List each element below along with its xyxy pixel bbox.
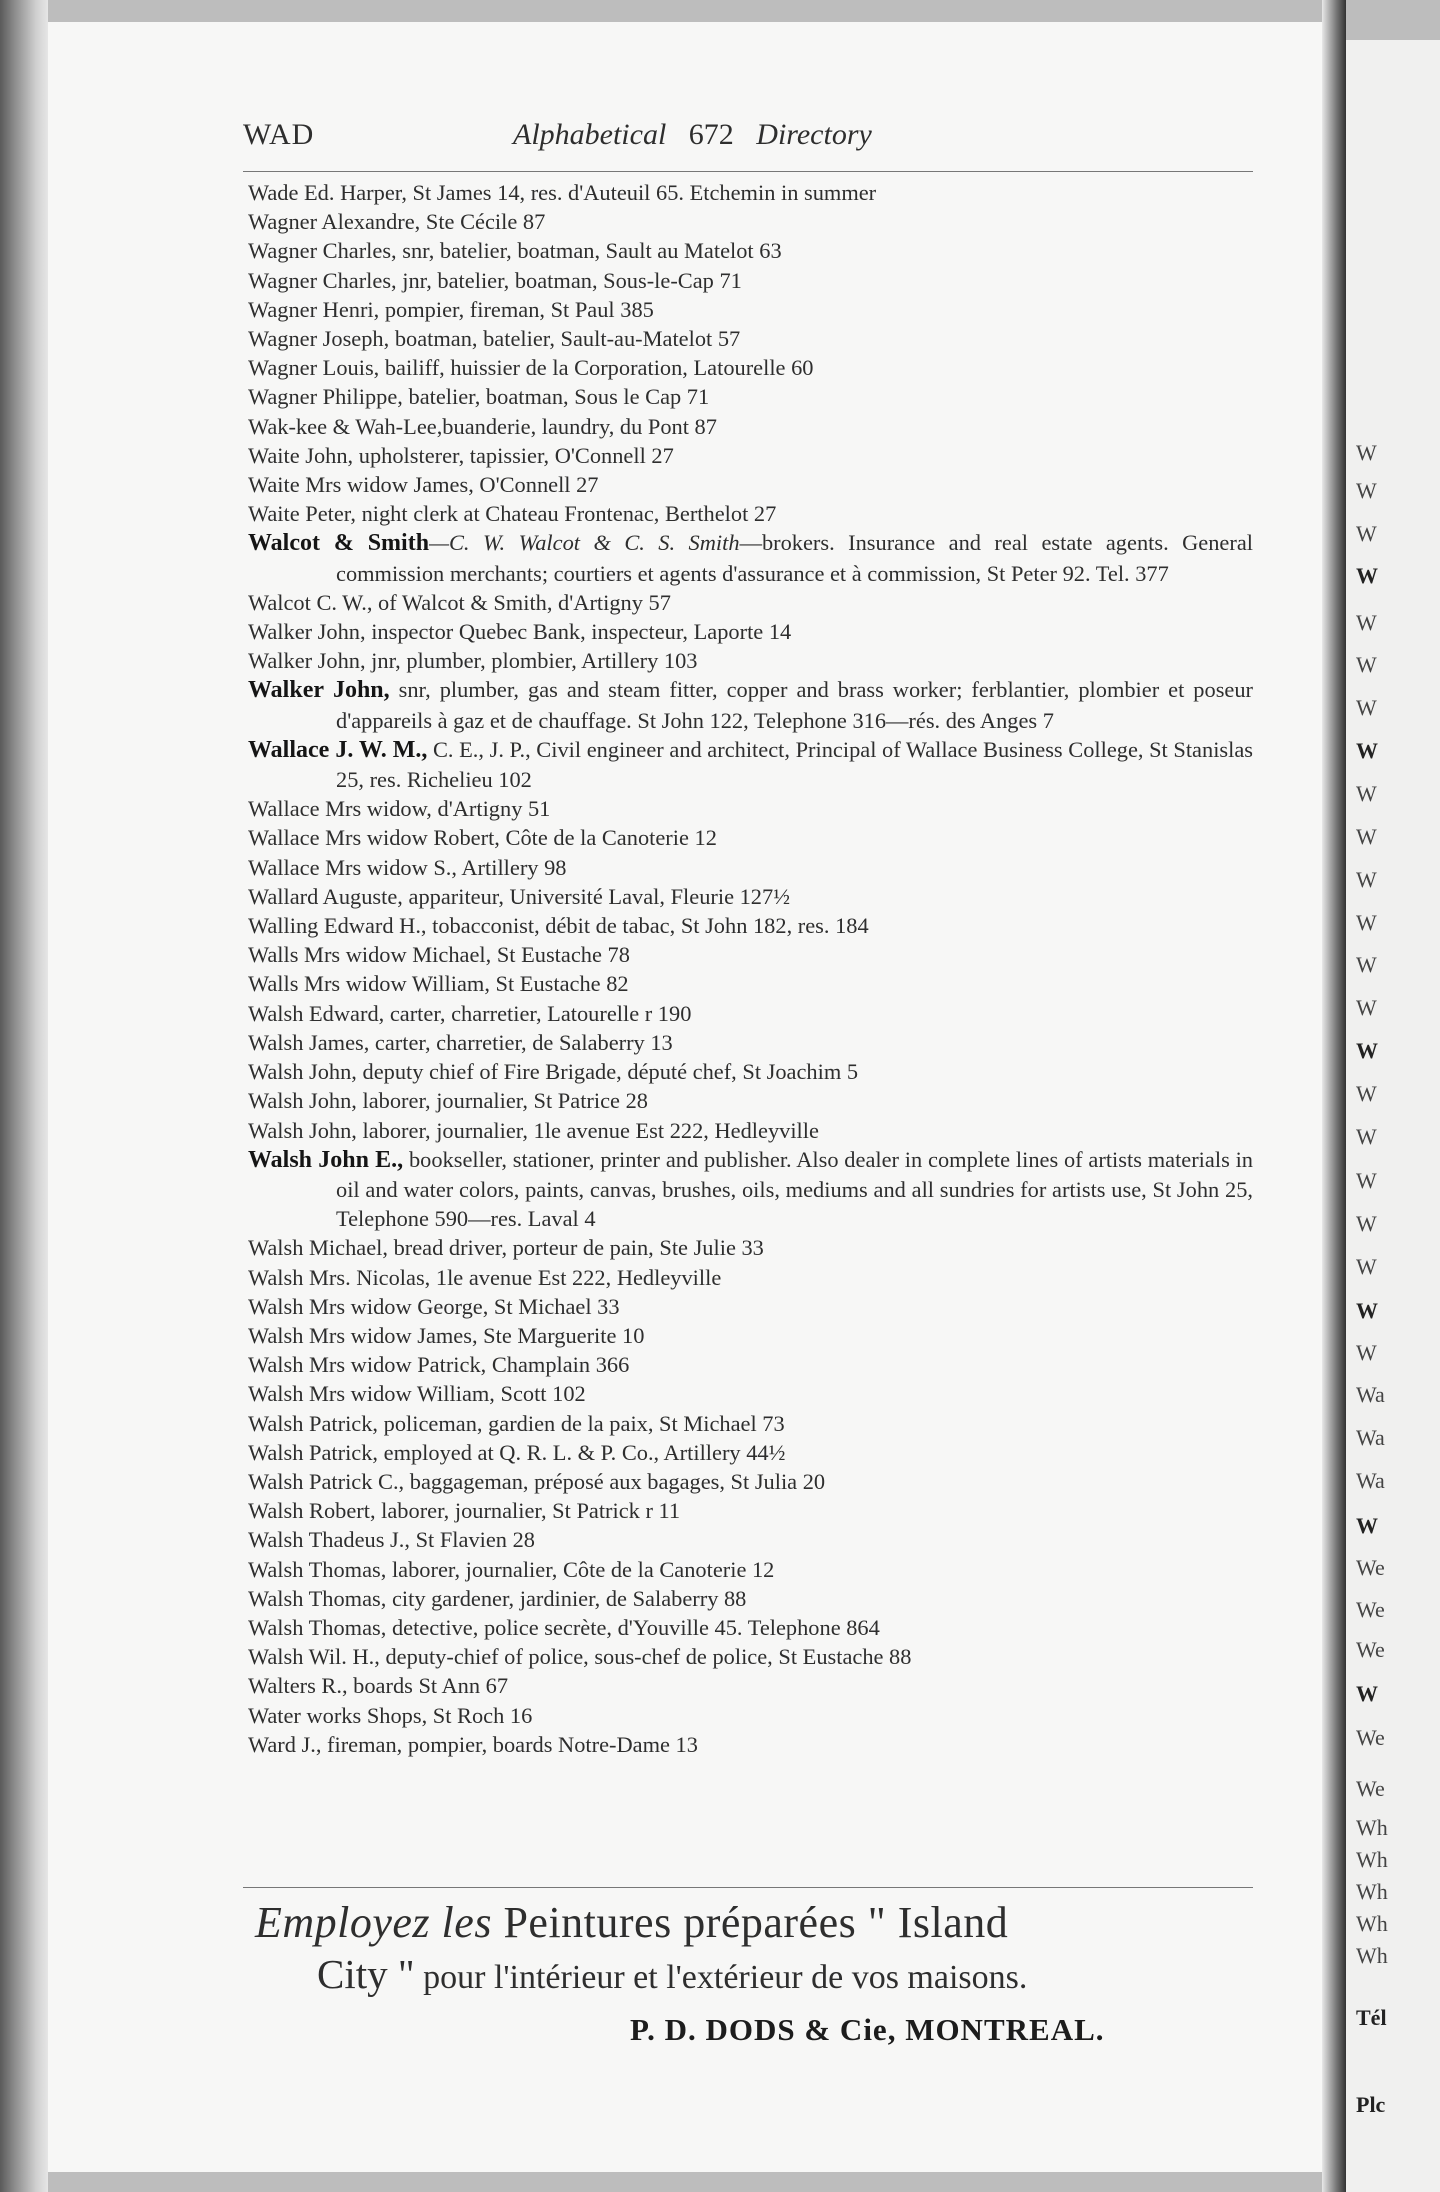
entry-details: Champlain 366 — [486, 1352, 630, 1378]
entry-details: d'Artigny 51 — [431, 796, 551, 822]
header-right-word: Directory — [756, 118, 872, 151]
directory-entry — [248, 1671, 1253, 1700]
directory-entry — [248, 1730, 1253, 1759]
entry-name: Walsh Patrick, — [248, 1410, 379, 1436]
directory-entry — [248, 911, 1253, 940]
next-page-fragment: W — [1356, 1211, 1377, 1236]
entry-name: Walsh John, — [248, 1059, 357, 1085]
entry-name: Walsh John E., — [248, 1146, 404, 1173]
entry-name: Wallace J. W. M., — [248, 736, 428, 763]
entry-details: Ste Cécile 87 — [420, 209, 546, 235]
directory-entry — [248, 1438, 1253, 1467]
header-left-word: Alphabetical — [513, 118, 667, 151]
entry-name: Walsh Mrs widow George, — [248, 1293, 489, 1319]
entry-name: Wallace Mrs widow S., — [248, 854, 458, 880]
directory-entry — [248, 1613, 1253, 1642]
next-page-fragment: W — [1356, 1681, 1378, 1706]
entry-name: Water works Shops, — [248, 1702, 428, 1728]
directory-entries — [248, 178, 1253, 1759]
directory-entry — [248, 1057, 1253, 1086]
directory-entry — [248, 882, 1253, 911]
entry-name: Walsh Mrs. Nicolas, — [248, 1264, 431, 1290]
entry-details: St Michael 33 — [488, 1293, 620, 1319]
entry-name: Walsh Patrick C., — [248, 1468, 405, 1494]
directory-entry — [248, 940, 1253, 969]
entry-name: Wagner Philippe, — [248, 384, 403, 410]
entry-details: St Roch 16 — [427, 1702, 533, 1728]
next-page-fragment: Wa — [1356, 1382, 1385, 1407]
entry-name: Walls Mrs widow William, — [248, 971, 490, 997]
directory-entry — [248, 999, 1253, 1028]
entry-details: O'Connell 27 — [473, 472, 599, 498]
advert-line-1 — [255, 1897, 1255, 1949]
directory-entry — [248, 1145, 1253, 1234]
entry-name: Walsh James, — [248, 1029, 370, 1055]
next-page-fragment: W — [1356, 867, 1377, 892]
entry-details: deputy-chief of police, sous-chef de police, St Eustache 88 — [379, 1644, 912, 1670]
entry-details: —brokers. Insurance and real estate agents. General commission merchants; courtiers et agents d'assurance et à commission, St Peter 92. Tel. 377 — [336, 530, 1253, 586]
entry-details: boards St Ann 67 — [347, 1673, 509, 1699]
entry-details: laborer, journalier, Côte de la Canoterie 12 — [386, 1556, 775, 1582]
entry-details: carter, charretier, Latourelle r 190 — [384, 1000, 692, 1026]
header-title — [513, 118, 872, 152]
entry-details: batelier, boatman, Sault au Matelot 63 — [434, 238, 782, 264]
next-page-fragment: W — [1356, 952, 1377, 977]
entry-details: snr, plumber, gas and steam fitter, copper and brass worker; ferblantier, plombier et poseur d'appareils à gaz et de chauffage. St John 122, Telephone 316—rés. des Anges 7 — [336, 677, 1254, 733]
entry-details: pompier, fireman, St Paul 385 — [379, 296, 654, 322]
next-page-fragment: W — [1356, 652, 1377, 677]
entry-details: night clerk at Chateau Frontenac, Berthelot 27 — [355, 501, 777, 527]
entry-details: city gardener, jardinier, de Salaberry 88 — [386, 1585, 747, 1611]
next-page-fragment: W — [1356, 781, 1377, 806]
directory-entry — [248, 1233, 1253, 1262]
next-page-fragment: W — [1356, 1340, 1377, 1365]
directory-entry — [248, 266, 1253, 295]
entry-details: buanderie, laundry, du Pont 87 — [442, 413, 717, 439]
next-page-fragment: Wh — [1356, 1847, 1388, 1872]
directory-entry — [248, 1379, 1253, 1408]
directory-entry — [248, 382, 1253, 411]
next-page-fragment: W — [1356, 1124, 1377, 1149]
entry-name: Walker John, — [248, 619, 366, 645]
entry-details: detective, police secrète, d'Youville 45. Telephone 864 — [386, 1614, 880, 1640]
next-page-fragment: We — [1356, 1597, 1385, 1622]
next-page-fragment: Wh — [1356, 1911, 1388, 1936]
directory-entry — [248, 295, 1253, 324]
header-code: WAD — [243, 118, 315, 151]
directory-entry — [248, 794, 1253, 823]
entry-name: Waite Mrs widow James, — [248, 472, 474, 498]
next-page-fragment: W — [1356, 695, 1377, 720]
directory-entry — [248, 1086, 1253, 1115]
entry-name: Walsh Edward, — [248, 1000, 385, 1026]
entry-details: of Walcot & Smith, d'Artigny 57 — [372, 589, 671, 615]
entry-name: Wagner Louis, — [248, 355, 380, 381]
entry-details: St Eustache 78 — [491, 942, 630, 968]
entry-name: Walling Edward H., — [248, 913, 427, 939]
entry-details: carter, charretier, de Salaberry 13 — [369, 1029, 673, 1055]
next-page-fragment: W — [1356, 738, 1378, 763]
entry-name: Wagner Joseph, — [248, 326, 390, 352]
entry-name: Walsh Wil. H., — [248, 1644, 380, 1670]
entry-name: Wagner Alexandre, — [248, 209, 421, 235]
entry-name: Wallace Mrs widow, — [248, 796, 432, 822]
next-page-edge — [1346, 40, 1440, 2192]
directory-entry — [248, 1350, 1253, 1379]
directory-entry — [248, 441, 1253, 470]
next-page-fragment: W — [1356, 995, 1377, 1020]
entry-details: bread driver, porteur de pain, Ste Julie 33 — [387, 1235, 764, 1261]
entry-name: Wade Ed. Harper, — [248, 180, 407, 205]
next-page-fragment: W — [1356, 910, 1377, 935]
entry-details: Scott 102 — [494, 1381, 586, 1407]
directory-entry — [248, 1525, 1253, 1554]
next-page-fragment: Wa — [1356, 1468, 1385, 1493]
directory-entry — [248, 1467, 1253, 1496]
entry-details: St James 14, res. d'Auteuil 65. Etchemin in summer — [406, 180, 877, 205]
next-page-fragment: W — [1356, 440, 1377, 465]
entry-details: laborer, journalier, St Patrick r 11 — [375, 1498, 681, 1524]
directory-entry — [248, 675, 1253, 734]
entry-details: laborer, journalier, 1le avenue Est 222, Hedleyville — [356, 1117, 819, 1143]
entry-details: 1le avenue Est 222, Hedleyville — [430, 1264, 722, 1290]
entry-details: fireman, pompier, boards Notre-Dame 13 — [321, 1731, 698, 1757]
entry-name: Wagner Henri, — [248, 296, 380, 322]
entry-details: St Eustache 82 — [489, 971, 629, 997]
entry-name: Waite Peter, — [248, 501, 356, 527]
directory-entry — [248, 236, 1253, 265]
entry-name: Walters R., — [248, 1673, 348, 1699]
next-page-fragment: W — [1356, 478, 1377, 503]
next-page-fragment: W — [1356, 1038, 1378, 1063]
next-page-fragment: Wh — [1356, 1879, 1388, 1904]
directory-entry — [248, 353, 1253, 382]
entry-name: Walsh John, — [248, 1088, 357, 1114]
next-page-fragment: Wh — [1356, 1815, 1388, 1840]
next-page-fragment: W — [1356, 563, 1378, 588]
directory-entry — [248, 969, 1253, 998]
next-page-fragment: W — [1356, 521, 1377, 546]
entry-details: upholsterer, tapissier, O'Connell 27 — [353, 442, 674, 468]
directory-entry — [248, 1292, 1253, 1321]
directory-entry — [248, 470, 1253, 499]
advert-line-2 — [317, 1948, 1257, 2004]
entry-details: baggageman, préposé aux bagages, St Julia 20 — [404, 1468, 826, 1494]
entry-name: Walls Mrs widow Michael, — [248, 942, 492, 968]
entry-name: Walsh Mrs widow Patrick, — [248, 1352, 487, 1378]
next-page-fragment: W — [1356, 1168, 1377, 1193]
entry-name: Walsh Mrs widow William, — [248, 1381, 495, 1407]
directory-entry — [248, 178, 1253, 207]
entry-details: bookseller, stationer, printer and publisher. Also dealer in complete lines of artists materials in oil and water colors, paints, canvas, brushes, oils, mediums and all sundries for artists use, St John 25, Telephone 590—res. Laval 4 — [336, 1146, 1253, 1232]
next-page-fragment: Plc — [1356, 2092, 1386, 2117]
advert-line2-rest: pour l'intérieur et l'extérieur de vos maisons. — [414, 1959, 1028, 1996]
advert-line1-italic: Employez les — [255, 1898, 492, 1947]
next-page-fragment: W — [1356, 1513, 1378, 1538]
directory-entry — [248, 617, 1253, 646]
directory-entry — [248, 1496, 1253, 1525]
directory-entry — [248, 588, 1253, 617]
entry-name: Walker John, jnr, — [248, 648, 401, 674]
entry-details: batelier, boatman, Sous le Cap 71 — [402, 384, 710, 410]
next-page-fragment: W — [1356, 1081, 1377, 1106]
entry-details: laborer, journalier, St Patrice 28 — [356, 1088, 648, 1114]
entry-name: Wallard Auguste, — [248, 883, 403, 909]
directory-entry — [248, 1555, 1253, 1584]
directory-entry — [248, 207, 1253, 236]
entry-details: Côte de la Canoterie 12 — [499, 825, 717, 851]
directory-entry — [248, 528, 1253, 587]
entry-name: Walsh Thomas, — [248, 1614, 387, 1640]
directory-entry — [248, 499, 1253, 528]
entry-name: Wagner Charles, jnr, — [248, 267, 432, 293]
entry-name: Walsh Michael, — [248, 1235, 388, 1261]
entry-name: Walsh Patrick, — [248, 1439, 379, 1465]
directory-entry — [248, 324, 1253, 353]
entry-details: plumber, plombier, Artillery 103 — [400, 648, 698, 674]
entry-details: boatman, batelier, Sault-au-Matelot 57 — [389, 326, 741, 352]
directory-entry — [248, 823, 1253, 852]
entry-name: Wagner Charles, snr, — [248, 238, 435, 264]
page-header — [243, 118, 1253, 158]
entry-name: Walsh Thadeus J., — [248, 1527, 410, 1553]
next-page-fragment: Tél — [1356, 2005, 1387, 2030]
next-page-fragment: We — [1356, 1776, 1385, 1801]
directory-entry — [248, 1642, 1253, 1671]
entry-details: St Flavien 28 — [409, 1527, 535, 1553]
entry-details: bailiff, huissier de la Corporation, Latourelle 60 — [379, 355, 814, 381]
entry-name: Walsh Mrs widow James, — [248, 1322, 478, 1348]
entry-details: inspector Quebec Bank, inspecteur, Laporte 14 — [365, 619, 792, 645]
directory-entry — [248, 1028, 1253, 1057]
advert-line2-city: City " — [317, 1951, 415, 1997]
directory-entry — [248, 735, 1253, 794]
entry-details: deputy chief of Fire Brigade, député chef, St Joachim 5 — [356, 1059, 859, 1085]
advert-line-3: P. D. DODS & Cie, MONTREAL. — [630, 2012, 1105, 2047]
footer-rule — [243, 1887, 1253, 1888]
directory-entry — [248, 1701, 1253, 1730]
entry-details: appariteur, Université Laval, Fleurie 127½ — [402, 883, 790, 909]
directory-entry — [248, 412, 1253, 441]
entry-details: policeman, gardien de la paix, St Michael 73 — [378, 1410, 785, 1436]
entry-name: Ward J., — [248, 1731, 322, 1757]
directory-entry — [248, 1409, 1253, 1438]
directory-entry — [248, 853, 1253, 882]
entry-name: Walsh Robert, — [248, 1498, 376, 1524]
directory-entry — [248, 1321, 1253, 1350]
entry-details: C. E., J. P., Civil engineer and architect, Principal of Wallace Business College, St Stanislas 25, res. Richelieu 102 — [336, 736, 1253, 793]
entry-name: Walcot & Smith — [248, 530, 430, 557]
directory-entry — [248, 1116, 1253, 1145]
entry-name: Walsh John, — [248, 1117, 357, 1143]
directory-entry — [248, 1263, 1253, 1292]
entry-details: Artillery 98 — [457, 854, 567, 880]
entry-details: batelier, boatman, Sous-le-Cap 71 — [431, 267, 742, 293]
book-gutter — [1322, 0, 1346, 2192]
entry-details: employed at Q. R. L. & P. Co., Artillery 44½ — [378, 1439, 786, 1465]
entry-name: Waite John, — [248, 442, 354, 468]
entry-name: Walcot C. W., — [248, 589, 373, 615]
scan-left-edge — [0, 0, 48, 2192]
entry-name: Walsh Thomas, — [248, 1585, 387, 1611]
entry-name: Wallace Mrs widow Robert, — [248, 825, 500, 851]
entry-name: Walker John, — [248, 677, 390, 704]
next-page-fragment: W — [1356, 1298, 1378, 1323]
next-page-fragment: We — [1356, 1637, 1385, 1662]
next-page-fragment: W — [1356, 610, 1377, 635]
next-page-fragment: W — [1356, 824, 1377, 849]
entry-name: Walsh Thomas, — [248, 1556, 387, 1582]
directory-entry — [248, 646, 1253, 675]
entry-partners: —C. W. Walcot & C. S. Smith — [429, 530, 740, 556]
entry-details: tobacconist, débit de tabac, St John 182, res. 184 — [426, 913, 869, 939]
entry-details: Ste Marguerite 10 — [477, 1322, 645, 1348]
next-page-fragment: We — [1356, 1725, 1385, 1750]
next-page-fragment: Wh — [1356, 1943, 1388, 1968]
next-page-fragment: W — [1356, 1254, 1377, 1279]
entry-name: Wak-kee & Wah-Lee, — [248, 413, 443, 439]
page-number: 672 — [688, 118, 734, 151]
next-page-fragment: Wa — [1356, 1425, 1385, 1450]
directory-entry — [248, 1584, 1253, 1613]
header-rule — [243, 171, 1253, 172]
advert-line1-rest: Peintures préparées " Island — [491, 1898, 1009, 1947]
next-page-fragment: We — [1356, 1555, 1385, 1580]
